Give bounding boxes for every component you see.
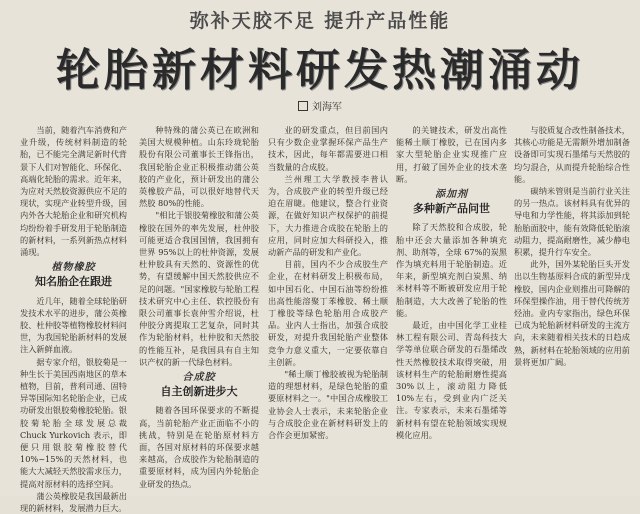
section-subhead bbox=[20, 262, 127, 288]
paragraph: 碳纳米管则是当前行业关注的另一热点。该材料具有优异的导电和力学性能，将其添加到轮胎胎面胶中，能有效降低轮胎滚动阻力，提高耐磨性，减少静电积累，提升行车安全。 bbox=[514, 186, 630, 258]
section-subhead bbox=[139, 372, 259, 398]
article-column-1 bbox=[20, 124, 127, 514]
subhead-label: 添加剂 bbox=[435, 189, 468, 201]
kicker-headline: 弥补天胶不足 提升产品性能 bbox=[189, 10, 451, 32]
article-column-3 bbox=[268, 124, 388, 496]
subhead-label: 植物橡胶 bbox=[51, 262, 96, 274]
section-subhead bbox=[396, 189, 507, 215]
paragraph: 蒲公英橡胶是我国最新出现的新材料，发展潜力巨大。 bbox=[20, 490, 127, 514]
subhead-label: 合成胶 bbox=[182, 372, 216, 384]
main-headline: 轮胎新材料研发热潮涌动 bbox=[56, 45, 584, 96]
byline bbox=[0, 98, 640, 113]
paragraph: 兰州理工大学教授李普认为，合成胶产业的转型升级已经迫在眉睫。他建议，整合行业资源，在做好知识产权保护的前提下，大力推进合成胶在轮胎上的应用，同时应加大科研投入，推动新产品的研发和产业化。 bbox=[268, 173, 388, 258]
paragraph: 种特殊的蒲公英已在欧洲和美国大规模种植。山东玲珑轮胎股份有限公司董事长王锋指出，我国轮胎企业正积极推动蒲公英胶的产业化，预计研发出的蒲公英橡胶产品，可以很好地替代天然胶 80%的性能。 bbox=[139, 125, 259, 209]
paragraph: 的关键技术，研发出高性能稀土顺丁橡胶，已在国内多家大型轮胎企业实现推广应用，打破了国外企业的技术垄断。 bbox=[396, 125, 507, 184]
article-column-2 bbox=[139, 124, 259, 496]
article-column-5 bbox=[514, 124, 630, 496]
paragraph: 最近，由中国化学工业桂林工程有限公司、青岛科技大学等单位联合研发的石墨烯改性天然橡胶技术取得突破，用该材料生产的轮胎耐磨性提高 30%以上，滚动阻力降低 10%左右，受到业内广泛关注。专家表示，未来石墨烯等新材料有望在轮胎领域实现规模化应用。 bbox=[396, 320, 507, 440]
paragraph: 除了天然胶和合成胶，轮胎中还会大量添加各种填充剂、助剂等，全球 67%的炭黑作为填充料用于轮胎制造。近年来，新型填充剂白炭黑、纳米材料等不断被研发应用于轮胎制造，大大改善了轮胎的性能。 bbox=[396, 222, 507, 318]
paragraph: "相比于银胶菊橡胶和蒲公英橡胶在国外的率先发展，杜仲胶可能更适合我国国情，我国拥有世界 95%以上的杜仲资源，发展杜仲胶具有天然的、资源性的优势，有望缓解中国天然胶供应不足的问题。"国家橡胶与轮胎工程技术研究中心主任、软控股份有限公司董事长袁仲雪介绍说，杜仲胶分离提取工艺复杂，同时其作为轮胎材料，杜仲胶和天然胶的性能互补，是我国具有自主知识产权的新一代绿色材料。 bbox=[139, 210, 259, 367]
paragraph: 业的研发重点，但目前国内只有少数企业掌握环保产品生产技术，因此，每年都需要进口相当数量的合成胶。 bbox=[268, 125, 388, 172]
paragraph: 目前，国内不少合成胶生产企业，在材料研发上积极布局，如中国石化、中国石油等纷纷推出高性能溶聚丁苯橡胶、稀土顺丁橡胶等绿色轮胎用合成胶产品。业内人士指出，加强合成胶研发，对提升我国轮胎产业整体竞争力意义重大，一定要依靠自主创新。 bbox=[268, 259, 388, 367]
byline-box-icon bbox=[298, 101, 308, 111]
paragraph: 与胶质复合改性制备技术，其核心功能是无需额外增加制备设备即可实现石墨烯与天然胶的均匀混合，从而提升轮胎综合性能。 bbox=[514, 125, 630, 184]
subhead-title: 多种新产品问世 bbox=[413, 202, 490, 216]
paragraph: 此外，国外某轮胎巨头开发出以生物基原料合成的新型异戊橡胶，国内企业则推出可降解的环保型操作油，用于替代传统芳烃油。业内专家指出，绿色环保已成为轮胎新材料研发的主流方向，未来随着相关技术的日趋成熟，新材料在轮胎领域的应用前景将更加广阔。 bbox=[514, 259, 630, 367]
paragraph: 近几年，随着全球轮胎研发技术水平的进步，蒲公英橡胶、杜仲胶等植物橡胶材料问世，为我国轮胎新材料的发展注入新鲜血液。 bbox=[20, 295, 127, 355]
paragraph: "稀土顺丁橡胶被视为轮胎制造的理想材料，是绿色轮胎的重要原材料之一。"中国合成橡胶工业协会人士表示，未来轮胎企业与合成胶企业在新材料研发上的合作会更加紧密。 bbox=[268, 369, 388, 441]
subhead-title: 自主创新进步大 bbox=[160, 385, 238, 399]
article-column-4 bbox=[396, 124, 507, 496]
paragraph: 随着各国环保要求的不断提高，当前轮胎产业正面临不小的挑战，特别是在轮胎原材料方面，各国对原材料的环保要求越来越高，合成胶作为轮胎制造的重要原材料，成为国内外轮胎企业研发的热点。 bbox=[139, 405, 259, 489]
paragraph: 当前，随着汽车消费和产业升级，传统材料制造的轮胎，已不能完全满足新时代背景下人们对智能化、环保化、高端化轮胎的需求。近年来，为应对天然胶资源供应不足的现状，实现产业转型升级，国内外各大轮胎企业和研究机构均纷纷着手研发用于轮胎制造的新材料，一系列新热点材料涌现。 bbox=[20, 125, 127, 258]
byline-author: 刘海军 bbox=[312, 102, 342, 113]
paragraph: 据专家介绍，银胶菊是一种生长于美国西南地区的草本植物，目前，普利司通、固特异等国际知名轮胎企业，已成功研发出银胶菊橡胶轮胎。银胶菊轮胎全球发展总裁 Chuck Yurkovich 表示，即便只用银胶菊橡胶替代 10%~15%的天然材料，也能大大减轻天然胶需求压力，提高对原材料的选择空间。 bbox=[20, 356, 127, 489]
subhead-title: 知名胎企在跟进 bbox=[35, 275, 112, 289]
